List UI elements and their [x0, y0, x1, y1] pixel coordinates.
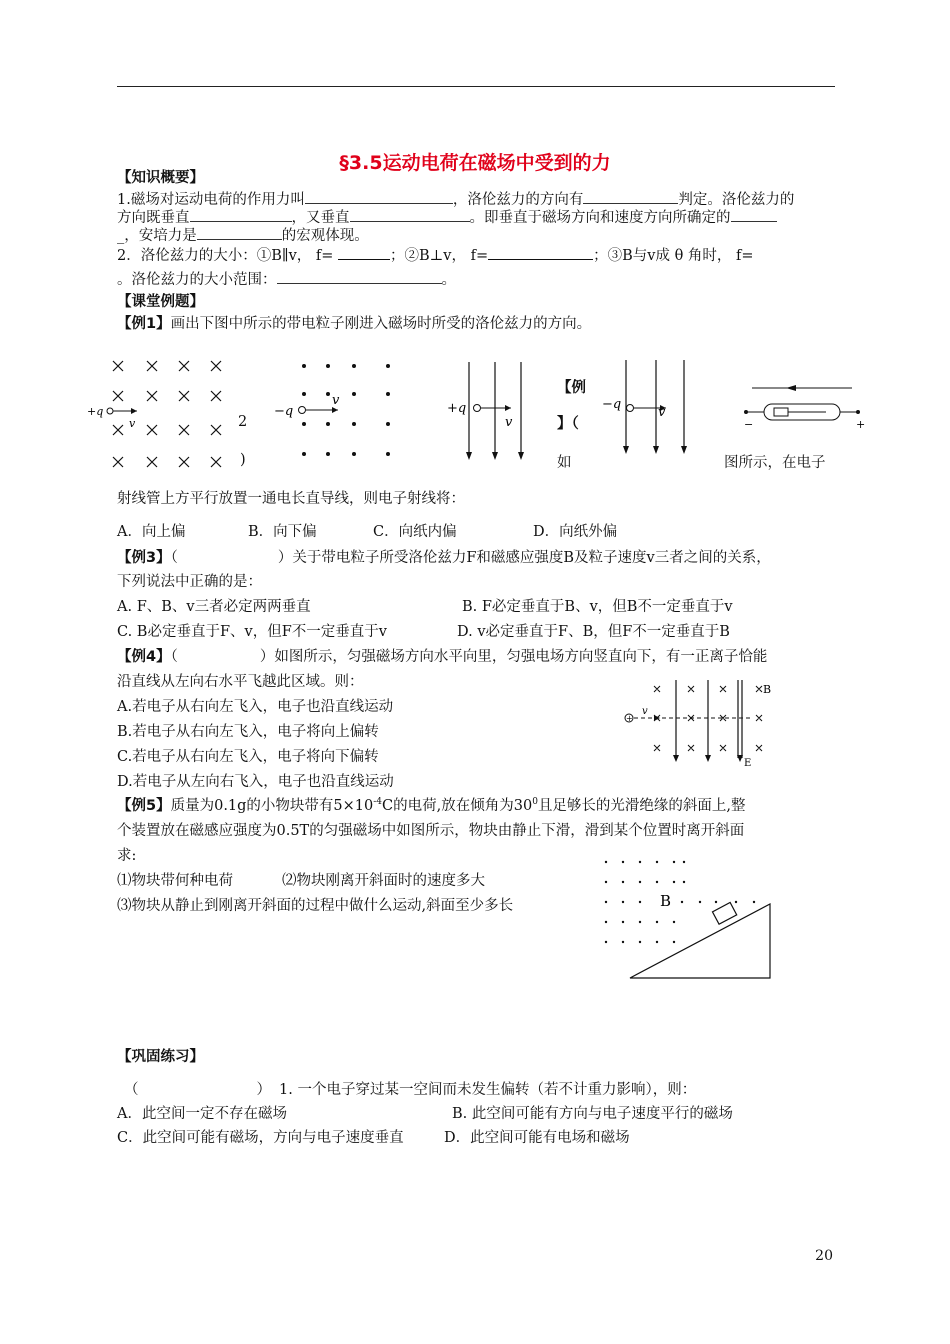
ex4-line-1: 【例4】（ ）如图所示，匀强磁场方向水平向里，匀强电场方向竖直向下，有一正离子恰能 [117, 649, 768, 665]
minus-label: − [744, 418, 754, 431]
e-field-lines [676, 680, 742, 758]
ex2-option-c: C．向纸内偏 [373, 524, 457, 540]
particle [107, 408, 113, 414]
field-lines [469, 362, 521, 456]
knowledge-line-2: 方向既垂直 ，又垂直 。即垂直于磁场方向和速度方向所确定的 [117, 206, 777, 227]
ex5-q3: ⑶物块从静止到刚离开斜面的过程中做什么运动,斜面至少多长 [117, 898, 514, 914]
blank [305, 189, 453, 204]
particle [474, 405, 481, 412]
ex2-option-a: A．向上偏 [117, 524, 186, 540]
practice-q1: （ ） 1. 一个电子穿过某一空间而未发生偏转（若不计重力影响），则： [124, 1082, 697, 1098]
ex2-text: 射线管上方平行放置一通电长直导线，则电子射线将： [117, 491, 465, 507]
practice-option-a: A．此空间一定不存在磁场 [117, 1106, 287, 1122]
blank [488, 245, 593, 260]
header-rule [117, 86, 835, 87]
page-title: §3.5运动电荷在磁场中受到的力 [339, 152, 611, 174]
cross-field [113, 361, 221, 467]
knowledge-line-3: _，安培力是 的宏观体现。 [117, 224, 369, 245]
blank [190, 207, 292, 222]
ex2-text-b: 图所示，在电子 [724, 455, 826, 471]
charge-label: +q [87, 405, 104, 418]
knowledge-heading: 【知识概要】 [117, 170, 204, 186]
ex3-line-1: 【例3】（ ）关于带电粒子所受洛伦兹力F和磁感应强度B及粒子速度v三者之间的关系， [117, 550, 771, 566]
ex3-option-c: C. B必定垂直于F、v，但F不一定垂直于v [117, 624, 387, 640]
ex1-figure-3 [445, 360, 535, 465]
electron-tube-figure [740, 380, 870, 430]
ex4-option-a: A.若电子从右向左飞入，电子也沿直线运动 [117, 699, 394, 715]
particle [299, 407, 306, 414]
ex4-option-c: C.若电子从右向左飞入，电子将向下偏转 [117, 749, 379, 765]
blank [338, 245, 390, 260]
ex2-option-d: D．向纸外偏 [533, 524, 618, 540]
ex1-figure-2 [272, 358, 397, 463]
field-lines [626, 360, 684, 450]
incline [630, 904, 770, 978]
knowledge-line-4: 2．洛伦兹力的大小：①B∥v， f= ；②B⊥v， f= ；③B与v成 θ 角时， f= [117, 244, 754, 265]
plus-label: + [856, 418, 866, 431]
ex3-option-a: A. F、B、v三者必定两两垂直 [117, 599, 311, 615]
block [712, 902, 736, 924]
velocity-label: v [642, 706, 648, 717]
knowledge-line-5: 。洛伦兹力的大小范围： 。 [117, 268, 456, 289]
blank [583, 189, 678, 204]
ex5-q2: ⑵物块刚离开斜面时的速度多大 [282, 873, 485, 889]
ex2-tag-a: 【例 [557, 380, 586, 396]
ex2-text-a: 如 [557, 455, 572, 471]
blank [350, 207, 470, 222]
velocity-label: v [658, 405, 666, 420]
velocity-label: v [129, 417, 136, 430]
ex5-line-3: 求: [117, 848, 137, 864]
practice-option-b: B. 此空间可能有方向与电子速度平行的磁场 [452, 1106, 733, 1122]
charge-label: −q [274, 404, 294, 419]
dot-field [605, 861, 755, 943]
charge-label: +q [447, 401, 467, 416]
ex1-figure-4 [600, 358, 690, 463]
ex1-figure-1 [85, 355, 235, 475]
blank [731, 207, 777, 222]
velocity-label: v [332, 393, 340, 408]
ex3-option-b: B. F必定垂直于B、v，但B不一定垂直于v [462, 599, 733, 615]
ex4-option-b: B.若电子从右向左飞入，电子将向上偏转 [117, 724, 379, 740]
ex5-q1: ⑴物块带何种电荷 [117, 873, 233, 889]
blank [197, 225, 282, 240]
ex5-figure [598, 858, 778, 983]
stray-2: 2 [238, 414, 248, 430]
practice-option-c: C．此空间可能有磁场，方向与电子速度垂直 [117, 1130, 404, 1146]
ex4-line-2: 沿直线从左向右水平飞越此区域。则： [117, 674, 364, 690]
classroom-heading: 【课堂例题】 [117, 294, 204, 310]
ex4-option-d: D.若电子从左向右飞入，电子也沿直线运动 [117, 774, 394, 790]
charge-label: −q [602, 397, 622, 412]
b-label: B [660, 892, 672, 910]
ex3-line-2: 下列说法中正确的是： [117, 574, 262, 590]
e-label: E [744, 758, 752, 769]
ex5-line-2: 个装置放在磁感应强度为0.5T的匀强磁场中如图所示，物块由静止下滑，滑到某个位置时离开斜面 [117, 823, 745, 839]
ex5-line-1: 【例5】质量为0.1g的小物块带有$5\times 10^{-4}C$的电荷,放在倾角为$30^0$且足够长的光滑绝缘的斜面上,整 [117, 797, 746, 814]
ex2-tag-b: 】（ [557, 416, 579, 432]
blank [277, 269, 442, 284]
particle [627, 405, 634, 412]
ex3-option-d: D. v必定垂直于F、B，但F不一定垂直于B [457, 624, 730, 640]
ex1-line: 【例1】画出下图中所示的带电粒子刚进入磁场时所受的洛伦兹力的方向。 [117, 316, 592, 332]
ex4-figure [620, 678, 790, 770]
b-label: B [763, 683, 772, 696]
practice-option-d: D．此空间可能有电场和磁场 [444, 1130, 630, 1146]
page-number: 20 [815, 1248, 833, 1264]
stray-paren: ) [240, 452, 246, 468]
knowledge-line-1: 1.磁场对运动电荷的作用力叫 ，洛伦兹力的方向有 判定。洛伦兹力的 [117, 188, 794, 209]
ex2-option-b: B．向下偏 [248, 524, 317, 540]
practice-heading: 【巩固练习】 [117, 1049, 204, 1065]
charge-label: + [626, 714, 633, 723]
velocity-label: v [505, 415, 513, 430]
